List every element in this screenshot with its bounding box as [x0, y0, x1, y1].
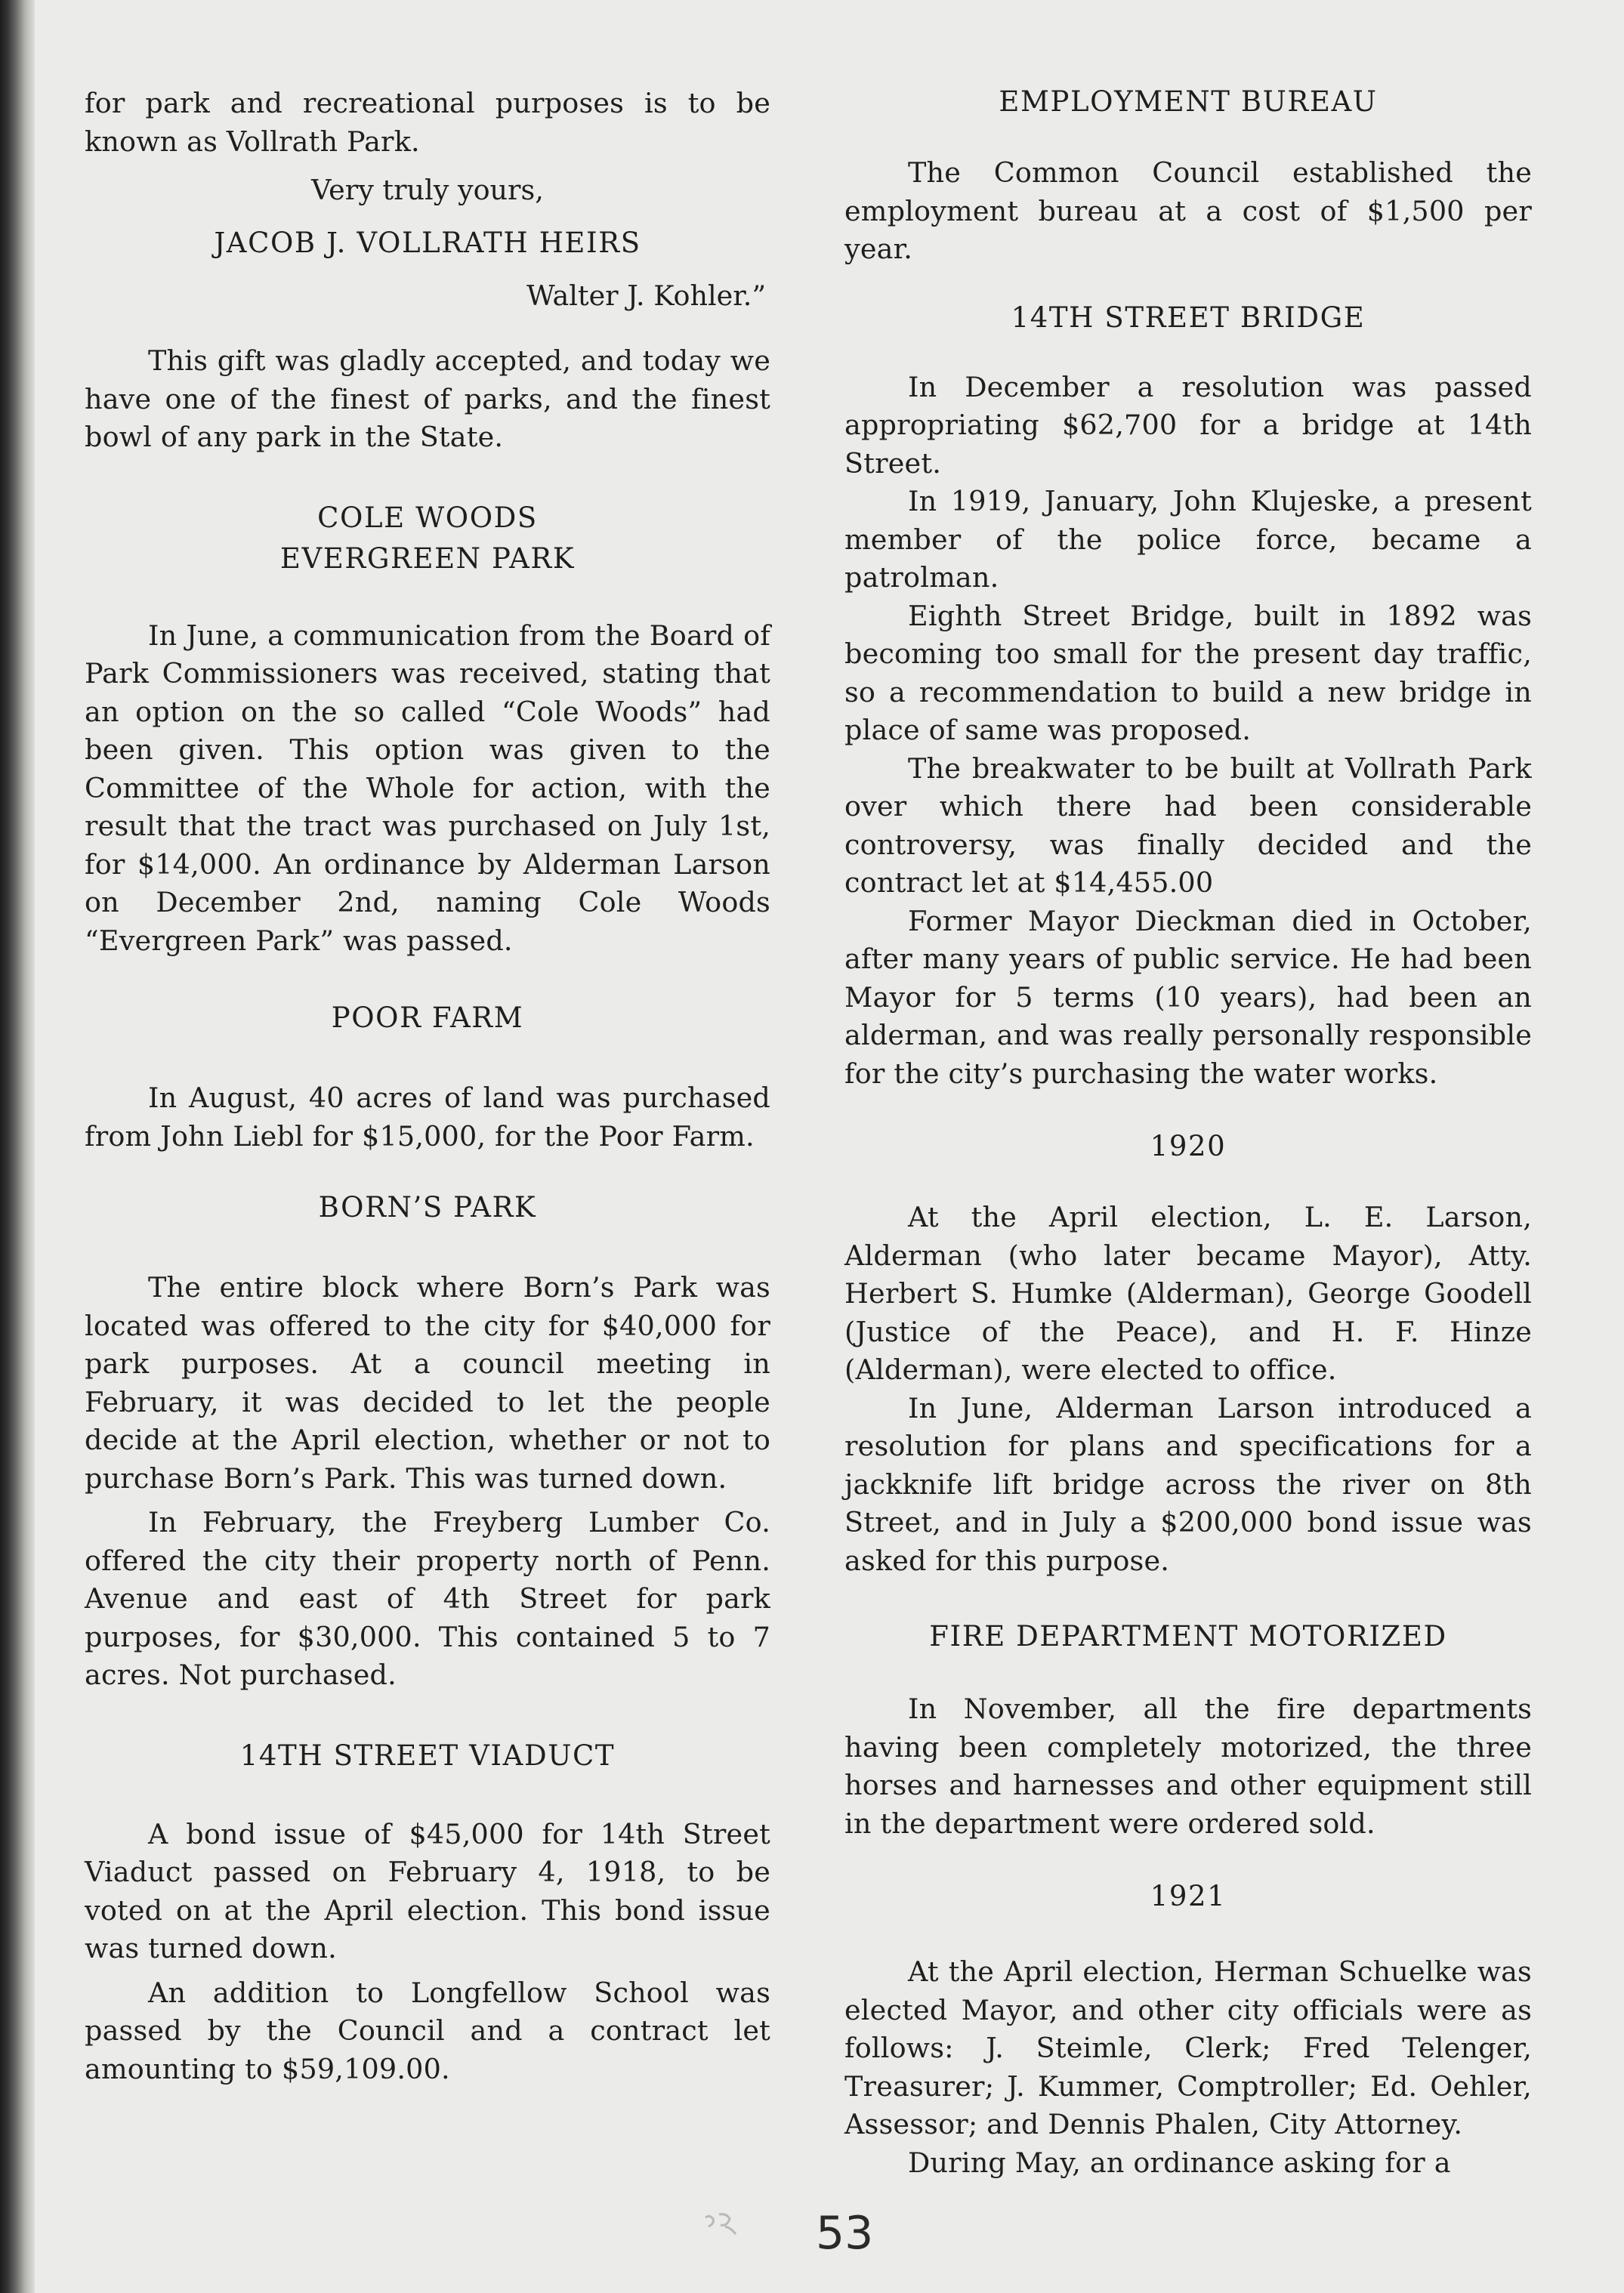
fire-department-paragraph: In November, all the fire departments having been completely motorized, the three horses and harnesses and other equipment still in the department were ordered sold. — [844, 1693, 1532, 1840]
gift-paragraph: This gift was gladly accepted, and today we have one of the finest of parks, and the finest bowl of any park in the State. — [85, 344, 770, 453]
year-1920-heading: 1920 — [1150, 1130, 1227, 1162]
left-column — [85, 85, 770, 2088]
borns-park-heading: BORN’S PARK — [318, 1191, 537, 1224]
right-column — [844, 85, 1532, 2182]
year-1921-heading: 1921 — [1150, 1880, 1227, 1912]
year-1921-paragraph-1: At the April election, Herman Schuelke was elected Mayor, and other city officials were as follows: J. Steimle, Clerk; Fred Telenger, Treasurer; J. Kummer, Comptroller; Ed. Oehler, Assessor; and Dennis Phalen, City Attorney. — [844, 1955, 1532, 2140]
viaduct-heading: 14TH STREET VIADUCT — [239, 1739, 616, 1772]
employment-bureau-paragraph: The Common Council established the employment bureau at a cost of $1,500 per year. — [844, 156, 1532, 265]
poor-farm-heading: POOR FARM — [331, 1001, 524, 1034]
page-number: 53 — [816, 2207, 874, 2260]
bridge-paragraph-5: Former Mayor Dieckman died in October, after many years of public service. He had been Mayor for 5 terms (10 years), had been an alderman, and was really personally responsible for the city’s purchasing the water works. — [844, 904, 1532, 1090]
cole-woods-paragraph: In June, a communication from the Board of Park Commissioners was received, stating that an option on the so called “Cole Woods” had been given. This option was given to the Committee of the Whole for action, with the result that the tract was purchased on July 1st, for $14,000. An ordinance by Alderman Larson on December 2nd, naming Cole Woods “Evergreen Park” was passed. — [85, 619, 770, 957]
cole-woods-heading: COLE WOODS — [317, 501, 538, 534]
employment-bureau-heading: EMPLOYMENT BUREAU — [999, 85, 1378, 118]
viaduct-paragraph-1: A bond issue of $45,000 for 14th Street Viaduct passed on February 4, 1918, to be voted on at the April election. This bond issue was turned down. — [85, 1817, 770, 1964]
letter-closing: Very truly yours, — [311, 174, 544, 206]
letter-signer: JACOB J. VOLLRATH HEIRS — [214, 227, 641, 259]
book-spine-shadow — [0, 0, 35, 2293]
bridge-paragraph-4: The breakwater to be built at Vollrath Park over which there had been considerable controversy, was finally decided and the contract let at $14,455.00 — [844, 751, 1532, 899]
evergreen-park-heading: EVERGREEN PARK — [279, 542, 576, 575]
bleed-through-mark — [702, 2211, 740, 2237]
viaduct-paragraph-2: An addition to Longfellow School was passed by the Council and a contract let amounting to $59,109.00. — [85, 1976, 770, 2085]
bridge-paragraph-2: In 1919, January, John Klujeske, a present member of the police force, became a patrolman. — [844, 485, 1532, 594]
bridge-paragraph-3: Eighth Street Bridge, built in 1892 was becoming too small for the present day traffic, so a recommendation to build a new bridge in place of same was proposed. — [844, 599, 1532, 746]
poor-farm-paragraph: In August, 40 acres of land was purchased from John Liebl for $15,000, for the Poor Farm. — [85, 1082, 770, 1153]
bridge-heading: 14TH STREET BRIDGE — [1011, 301, 1366, 334]
year-1920-paragraph-1: At the April election, L. E. Larson, Alderman (who later became Mayor), Atty. Herbert S. Humke (Alderman), George Goodell (Justice of the Peace), and H. F. Hinze (Alderman), were elected to office. — [844, 1201, 1532, 1386]
letter-signature: Walter J. Kohler.” — [526, 279, 766, 312]
year-1921-paragraph-2: During May, an ordinance asking for a — [908, 2146, 1451, 2179]
borns-park-paragraph-2: In February, the Freyberg Lumber Co. offered the city their property north of Penn. Avenue and east of 4th Street for park purposes, for $30,000. This contained 5 to 7 acres. Not purchased. — [85, 1506, 770, 1691]
year-1920-paragraph-2: In June, Alderman Larson introduced a resolution for plans and specifications for a jackknife lift bridge across the river on 8th Street, and in July a $200,000 bond issue was asked for this purpose. — [844, 1391, 1532, 1577]
borns-park-paragraph-1: The entire block where Born’s Park was located was offered to the city for $40,000 for park purposes. At a council meeting in February, it was decided to let the people decide at the April election, whether or not to purchase Born’s Park. This was turned down. — [85, 1271, 770, 1495]
bridge-paragraph-1: In December a resolution was passed appropriating $62,700 for a bridge at 14th Street. — [844, 370, 1532, 480]
fire-department-heading: FIRE DEPARTMENT MOTORIZED — [929, 1620, 1447, 1653]
intro-paragraph: for park and recreational purposes is to be known as Vollrath Park. — [85, 87, 770, 158]
